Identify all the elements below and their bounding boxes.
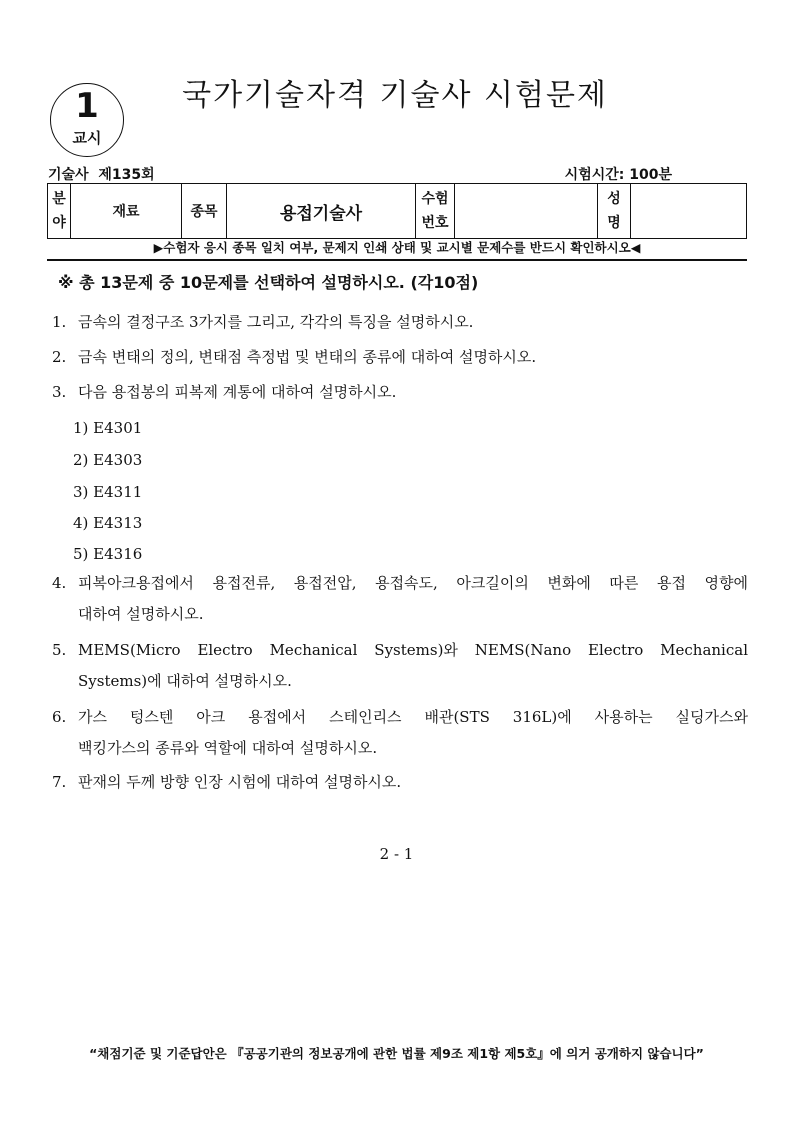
page-number: 2 - 1 — [379, 845, 414, 863]
question-2 — [52, 342, 748, 373]
notice: ▶수험자 응시 종목 일치 여부, 문제지 인쇄 상태 및 교시별 문제수를 반드시 확인하시오◀ — [47, 238, 747, 261]
sub-item: 3) E4311 — [73, 483, 143, 501]
question-number: 1. — [52, 313, 67, 331]
question-number: 6. — [52, 708, 67, 726]
question-number: 5. — [52, 641, 67, 659]
question-text: 금속의 결정구조 3가지를 그리고, 각각의 특징을 설명하시오. — [78, 313, 474, 331]
exam-number-label-2: 번호 — [421, 215, 449, 231]
page-title: 국가기술자격 기술사 시험문제 — [182, 78, 608, 113]
question-text-line1: 피복아크용접에서 용접전류, 용접전압, 용접속도, 아크길이의 변화에 따른 용접 영향에 — [78, 574, 748, 592]
category-value: 용접기술사 — [227, 184, 416, 239]
question-number: 4. — [52, 574, 67, 592]
field-value: 재료 — [71, 184, 182, 239]
category-label: 종목 — [182, 184, 227, 239]
name-label-2: 명 — [607, 215, 621, 231]
info-table — [47, 183, 747, 239]
name-label-1: 성 — [607, 191, 621, 207]
name-label-cell — [598, 184, 631, 239]
exam-time: 시험시간: 100분 — [564, 167, 672, 183]
question-text-line1: 가스 텅스텐 아크 용접에서 스테인리스 배관(STS 316L)에 사용하는 실딩가스와 — [78, 708, 748, 726]
question-4 — [52, 568, 748, 630]
question-number: 3. — [52, 383, 67, 401]
period-label: 교시 — [72, 129, 102, 147]
question-text-line1: MEMS(Micro Electro Mechanical Systems)와 NEMS(Nano Electro Mechanical — [78, 641, 748, 659]
exam-number-label-cell — [416, 184, 455, 239]
name-field[interactable] — [631, 184, 747, 239]
sub-item: 2) E4303 — [73, 451, 143, 469]
sub-item: 5) E4316 — [73, 545, 143, 563]
period-number: 1 — [75, 86, 99, 126]
sub-item: 1) E4301 — [73, 419, 143, 437]
question-text: 금속 변태의 정의, 변태점 측정법 및 변태의 종류에 대하여 설명하시오. — [78, 348, 537, 366]
field-label-cell — [48, 184, 71, 239]
question-text-line2: 백킹가스의 종류와 역할에 대하여 설명하시오. — [78, 739, 378, 757]
exam-type: 기술사 제135회 — [48, 167, 155, 183]
question-text-line2: Systems)에 대하여 설명하시오. — [78, 672, 292, 690]
field-label-2: 야 — [52, 215, 66, 231]
instruction: ※ 총 13문제 중 10문제를 선택하여 설명하시오. (각10점) — [58, 273, 479, 292]
question-6 — [52, 702, 748, 764]
question-3 — [52, 377, 748, 408]
sub-item: 4) E4313 — [73, 514, 143, 532]
question-text: 판재의 두께 방향 인장 시험에 대하여 설명하시오. — [78, 773, 402, 791]
question-7 — [52, 767, 748, 798]
question-number: 2. — [52, 348, 67, 366]
exam-number-field[interactable] — [455, 184, 598, 239]
question-5 — [52, 635, 748, 697]
field-label-1: 분 — [52, 191, 66, 207]
question-text-line2: 대하여 설명하시오. — [78, 605, 204, 623]
footer-notice: “채점기준 및 기준답안은 『공공기관의 정보공개에 관한 법률 제9조 제1항 제5호』에 의거 공개하지 않습니다” — [89, 1046, 704, 1061]
exam-number-label-1: 수험 — [421, 191, 449, 207]
question-number: 7. — [52, 773, 67, 791]
question-1 — [52, 307, 748, 338]
question-text: 다음 용접봉의 피복제 계통에 대하여 설명하시오. — [78, 383, 397, 401]
